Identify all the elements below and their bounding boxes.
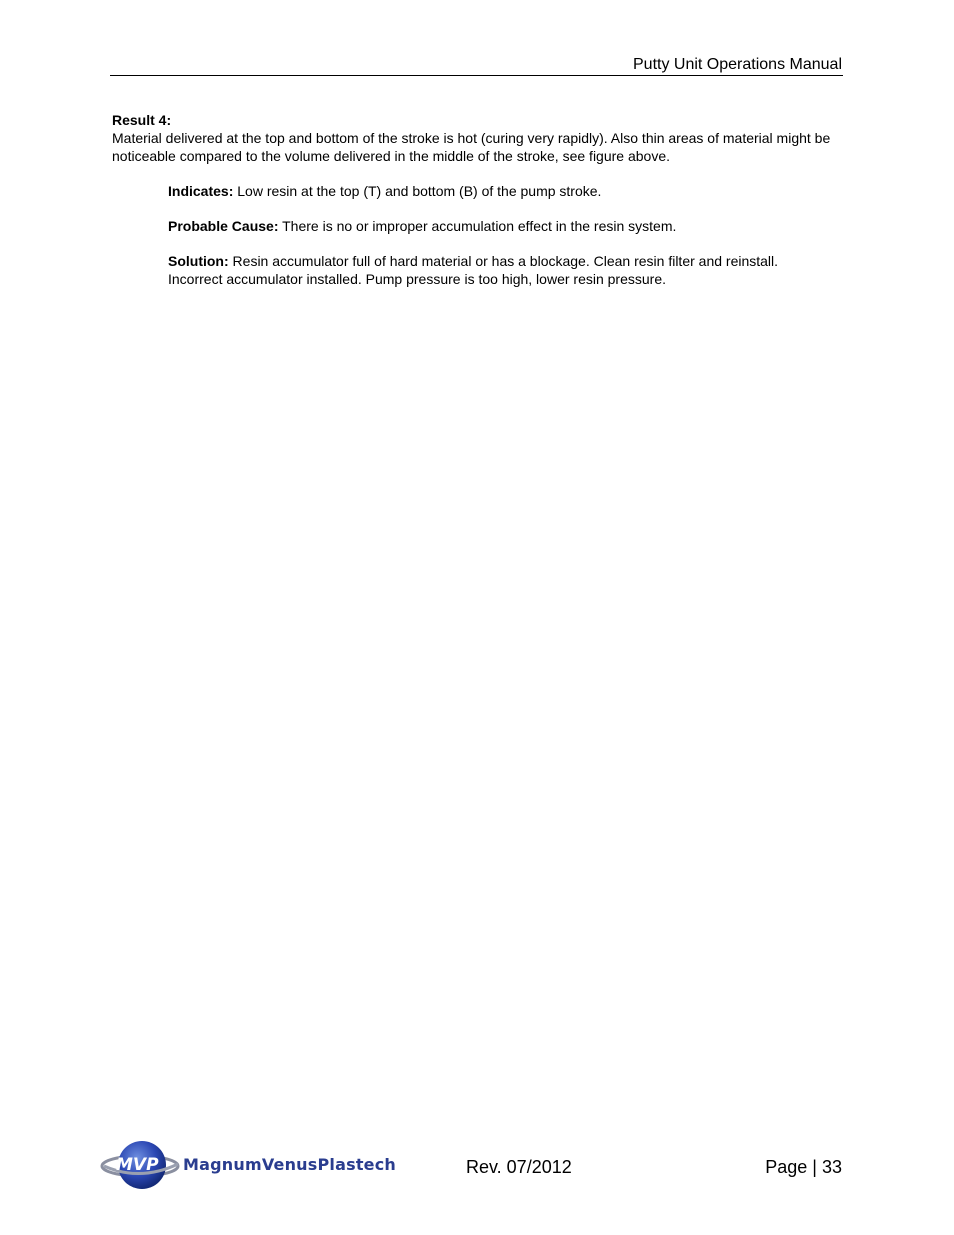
page-content — [112, 111, 842, 305]
page-number: Page | 33 — [765, 1157, 842, 1177]
indicates-paragraph — [168, 182, 818, 200]
solution-paragraph — [168, 252, 818, 288]
result-description: Material delivered at the top and bottom of the stroke is hot (curing very rapidly). Also thin areas of material might be noticeable compared to the volume delivered in the middle of the stroke, see figure above. — [112, 130, 831, 164]
running-header-title: Putty Unit Operations Manual — [633, 56, 842, 73]
logo-mark: MVP — [116, 1155, 159, 1175]
probable-cause-paragraph — [168, 217, 818, 235]
revision-date: Rev. 07/2012 — [466, 1157, 572, 1177]
header-rule — [110, 75, 843, 76]
indicates-text: Low resin at the top (T) and bottom (B) of the pump stroke. — [233, 183, 602, 199]
globe-logo-icon — [100, 1136, 182, 1194]
result-heading: Result 4: — [112, 112, 172, 128]
solution-text: Resin accumulator full of hard material or has a blockage. Clean resin filter and reinstall. Incorrect accumulator installed. Pump pressure is too high, lower resin pressure. — [168, 253, 779, 287]
logo-wordmark: MagnumVenusPlastech — [183, 1155, 396, 1174]
solution-label: Solution: — [168, 253, 229, 269]
probable-cause-text: There is no or improper accumulation effect in the resin system. — [278, 218, 677, 234]
company-logo — [100, 1136, 396, 1194]
indicates-label: Indicates: — [168, 183, 234, 199]
probable-cause-label: Probable Cause: — [168, 218, 279, 234]
page-footer — [100, 1136, 842, 1196]
